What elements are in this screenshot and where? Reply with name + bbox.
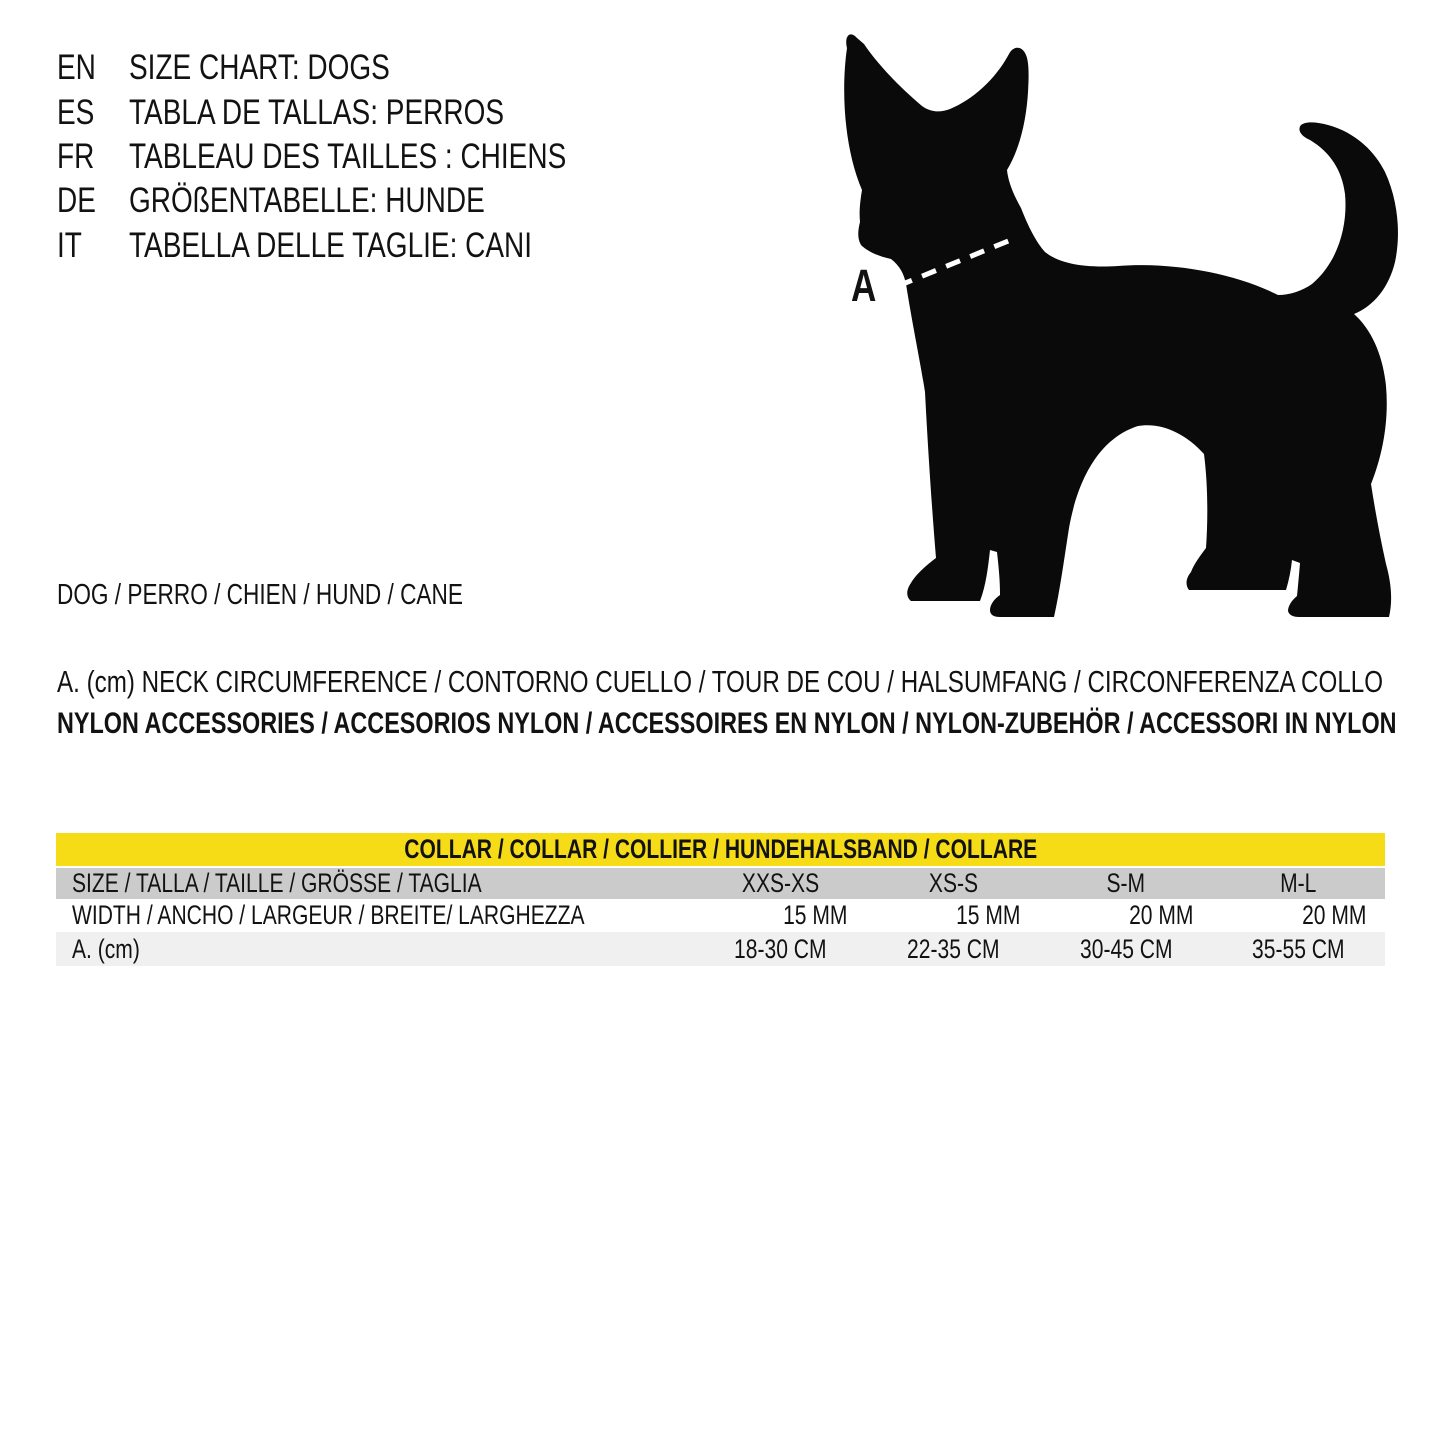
width-cell [1247,899,1420,932]
material-note-text: NYLON ACCESSORIES / ACCESORIOS NYLON / ACCESSOIRES EN NYLON / NYLON-ZUBEHÖR / ACCESSORI IN NYLON [57,707,1397,740]
table-title: COLLAR / COLLAR / COLLIER / HUNDEHALSBAND / COLLARE [404,834,1037,864]
language-title: TABELLA DELLE TAGLIE: CANI [129,225,533,265]
dog-caption-text: DOG / PERRO / CHIEN / HUND / CANE [57,579,463,611]
neck-cell-text: 35-55 CM [1252,933,1345,964]
language-row [57,46,566,90]
row-label-text: A. (cm) [72,933,140,964]
width-cell [1075,899,1248,932]
width-cell [729,899,902,932]
table-title-row [56,833,1385,866]
neck-cell [1039,932,1212,966]
size-cell-text: M-L [1280,868,1317,898]
table-row-width [56,899,1385,932]
dog-figure [840,30,1405,620]
neck-cell-text: 18-30 CM [734,933,827,964]
size-cell [694,868,867,899]
neck-measure-label: A [851,260,877,311]
language-row [57,179,566,223]
width-cell-text: 15 MM [783,900,848,930]
row-label [56,932,694,966]
size-cell-text: S-M [1106,868,1146,898]
row-label [56,868,694,899]
material-note [57,706,1445,742]
neck-cell-text: 22-35 CM [906,933,1000,964]
neck-circumference-note-text: A. (cm) NECK CIRCUMFERENCE / CONTORNO CUELLO / TOUR DE COU / HALSUMFANG / CIRCONFERENZA COLLO [57,664,1384,699]
table-row-neck [56,932,1385,966]
row-label-text: WIDTH / ANCHO / LARGEUR / BREITE/ LARGHEZZA [72,900,585,930]
dog-caption [57,578,577,612]
width-cell [902,899,1075,932]
size-cell [1212,868,1385,899]
language-code: DE [57,181,96,221]
width-cell-text: 20 MM [1301,900,1366,930]
row-label-text: SIZE / TALLA / TAILLE / GRÖSSE / TAGLIA [72,868,482,898]
width-cell-text: 15 MM [956,900,1021,930]
collar-size-table [56,833,1385,966]
language-title: TABLA DE TALLAS: PERROS [129,92,505,132]
dog-silhouette-path [844,34,1398,617]
row-label [56,899,729,932]
table-row-size [56,868,1385,899]
dog-silhouette-graphic [840,30,1405,620]
language-code: FR [57,136,95,176]
language-title: GRÖßENTABELLE: HUNDE [129,181,485,221]
width-cell-text: 20 MM [1128,900,1194,930]
neck-cell [867,932,1040,966]
size-cell-text: XXS-XS [741,868,819,898]
language-title: TABLEAU DES TAILLES : CHIENS [129,136,567,176]
language-row [57,90,566,134]
size-cell [867,868,1040,899]
size-cell [1039,868,1212,899]
language-code: IT [57,225,82,265]
language-code: EN [57,48,96,88]
language-row [57,135,566,179]
neck-cell-text: 30-45 CM [1079,933,1173,964]
language-row [57,224,566,268]
neck-cell [1212,932,1385,966]
language-code: ES [57,92,95,132]
language-list [57,46,694,268]
size-cell-text: XS-S [928,868,978,898]
neck-circumference-note [57,664,1445,700]
language-title: SIZE CHART: DOGS [129,48,390,88]
neck-cell [694,932,867,966]
